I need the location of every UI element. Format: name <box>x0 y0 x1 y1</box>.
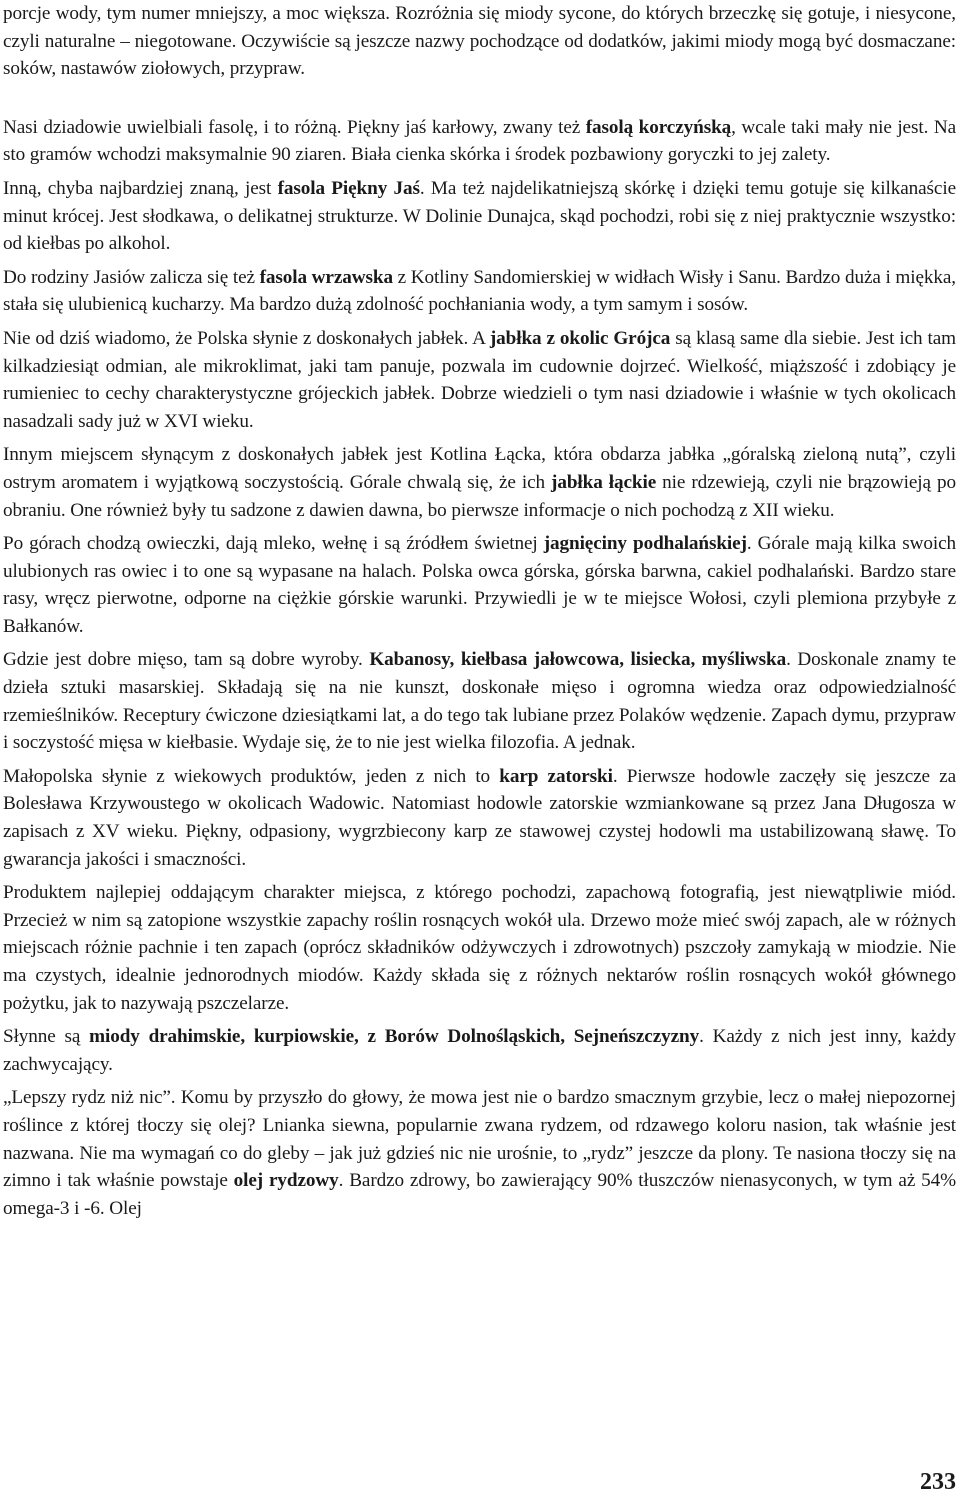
text-run: . Bardzo zdrowy, bo zawierający 90% tłuszczów nienasyconych, w tym aż 54% omega-3 i -6. Olej <box>3 1170 956 1219</box>
paragraph-grojec-apples <box>3 325 956 435</box>
paragraph-piekny-jas-bean <box>3 175 956 258</box>
paragraph-zator-carp <box>3 763 956 873</box>
bold-term: fasola Piękny Jaś <box>277 177 420 199</box>
bold-term: jabłka z okolic Grójca <box>489 327 671 349</box>
text-run: Innym miejscem słynącym z doskonałych jabłek jest Kotlina Łącka, która obdarza jabłka „góralską zieloną nutą”, czyli ostrym aromatem i wyjątkową soczystością. Górale chwalą się, że ich <box>3 444 956 493</box>
text-run: . Górale mają kilka swoich ulubionych ras owiec i to one są wypasane na halach. Polska owca górska, górska barwna, cakiel podhalański. Bardzo stare rasy, wręcz pierwotne, odporne na ciężkie górskie warunki. Przywiedli je w te miejsce Wołosi, czyli plemiona przybyłe z Bałkanów. <box>3 533 956 637</box>
bold-term: miody drahimskie, kurpiowskie, z Borów Dolnośląskich, Sejneńszczyzny <box>89 1026 700 1048</box>
paragraph-honey-types <box>3 0 956 83</box>
text-run: , wcale taki mały nie jest. Na sto gramów wchodzi maksymalnie 90 ziaren. Biała cienka skórka i środek pozbawiony goryczki to jej zalety. <box>3 116 956 166</box>
text-run: . Ma też najdelikatniejszą skórkę i dzięki temu gotuje się kilkanaście minut krócej. Jest słodkawa, o delikatnej strukturze. W Dolinie Dunajca, skąd pochodzi, robi się z niej praktycznie wszystko: od kiełbas po alkohol. <box>3 177 956 255</box>
paragraph-lacka-apples <box>3 441 956 524</box>
paragraph-podhale-lamb <box>3 530 956 640</box>
paragraph-camelina-oil <box>3 1084 956 1222</box>
text-run: są klasą same dla siebie. Jest ich tam kilkadziesiąt odmian, ale mikroklimat, jaki tam panuje, pozwala im cudownie dojrzeć. Wielkość, miąższość i zdobiący je rumieniec to cechy charakterystyczne grójeckich jabłek. Dobrze wiedzieli o tym nasi dziadowie i właśnie w tych okolicach nasadzali sady już w XVI wieku. <box>3 327 957 432</box>
bold-term: olej rydzowy <box>233 1170 339 1192</box>
text-run: . Każdy z nich jest inny, każdy zachwycający. <box>3 1026 956 1075</box>
text-run: . Doskonale znamy te dzieła sztuki masarskiej. Składają się na nie kunszt, doskonałe mięso i ogromna wiedza oraz odpowiedzialność rzemieślników. Receptury ćwiczone dziesiątkami lat, a do tego tak lubiane przez Polaków wędzenie. Zapach dymu, przypraw i soczystość mięsa w kiełbasie. Wydaje się, że to nie jest wielka filozofia. A jednak. <box>3 649 957 754</box>
text-run: „Lepszy rydz niż nic”. Komu by przyszło do głowy, że mowa jest nie o bardzo smacznym grzybie, lecz o małej niepozornej roślince z której tłoczy się olej? Lnianka siewna, popularnie zwana rydzem, od rdzawego koloru nasion, tak właśnie jest nazwana. Nie ma wymagań co do gleby – jak już gdzieś nic nie urośnie, to „rydz” jeszcze da plony. Te nasiona tłoczy się na zimno i tak właśnie powstaje <box>3 1087 956 1192</box>
bold-term: jabłka łąckie <box>551 471 657 493</box>
paragraph-famous-honeys <box>3 1023 956 1078</box>
text-run: Po górach chodzą owieczki, dają mleko, wełnę i są źródłem świetnej <box>3 533 544 555</box>
bold-term: fasolą korczyńską <box>585 116 732 138</box>
bold-term: karp zatorski <box>499 765 613 787</box>
text-run: . Pierwsze hodowle zaczęły się jeszcze za Bolesława Krzywoustego w okolicach Wadowic. Natomiast hodowle zatorskie wzmiankowane są przez Jana Długosza w zapisach z XV wieku. Piękny, odpasiony, wygrzbiecony karp ze stawowej czystej hodowli ma ustabilizowaną sławę. To gwarancja jakości i smaczności. <box>3 765 956 870</box>
text-run: z Kotliny Sandomierskiej w widłach Wisły i Sanu. Bardzo duża i miękka, stała się ulubienicą kucharzy. Ma bardzo dużą zdolność pochłaniania wody, a tym samym i sosów. <box>3 266 956 316</box>
bold-term: fasola wrzawska <box>259 266 393 288</box>
text-run: Produktem najlepiej oddającym charakter miejsca, z którego pochodzi, zapachową fotografią, jest niewątpliwie miód. Przecież w nim są zatopione wszystkie zapachy roślin rosnących wokół ula. Drzewo może mieć swój zapach, ale w różnych miejscach różnie pachnie i ten zapach (oprócz składników odżywczych i zdrowotnych) pszczoły zamykają w miodzie. Nie ma czystych, idealnie jednorodnych miodów. Każdy składa się z różnych nektarów roślin rosnących wokół głównego pożytku, jak to nazywają pszczelarze. <box>3 882 956 1014</box>
paragraph-honey-character <box>3 879 956 1017</box>
text-run: Małopolska słynie z wiekowych produktów, jeden z nich to <box>3 765 500 787</box>
text-run: Nasi dziadowie uwielbiali fasolę, i to różną. Piękny jaś karłowy, zwany też <box>3 116 586 138</box>
text-run: Nie od dziś wiadomo, że Polska słynie z doskonałych jabłek. A <box>3 327 490 349</box>
text-run: Inną, chyba najbardziej znaną, jest <box>3 177 278 199</box>
paragraph-sausages <box>3 646 956 756</box>
text-run: nie rdzewieją, czyli nie brązowieją po obraniu. One również były tu sadzone z dawien dawna, bo pierwsze informacje o nich pochodzą z XII wieku. <box>3 471 956 521</box>
text-run: Gdzie jest dobre mięso, tam są dobre wyroby. <box>3 649 370 671</box>
text-run: Słynne są <box>3 1026 90 1048</box>
bold-term: Kabanosy, kiełbasa jałowcowa, lisiecka, myśliwska <box>369 649 787 671</box>
bold-term: jagnięciny podhalańskiej <box>543 533 747 555</box>
page-number: 233 <box>920 1469 956 1495</box>
text-run: porcje wody, tym numer mniejszy, a moc większa. Rozróżnia się miody sycone, do których brzeczkę się gotuje, i niesycone, czyli naturalne – niegotowane. Oczywiście są jeszcze nazwy pochodzące od dodatków, jakimi miody mogą być dosmaczane: soków, nastawów ziołowych, przypraw. <box>3 3 956 80</box>
text-run: Do rodziny Jasiów zalicza się też <box>3 266 260 288</box>
paragraph-korczynska-bean <box>3 114 956 169</box>
paragraph-wrzawska-bean <box>3 264 956 319</box>
